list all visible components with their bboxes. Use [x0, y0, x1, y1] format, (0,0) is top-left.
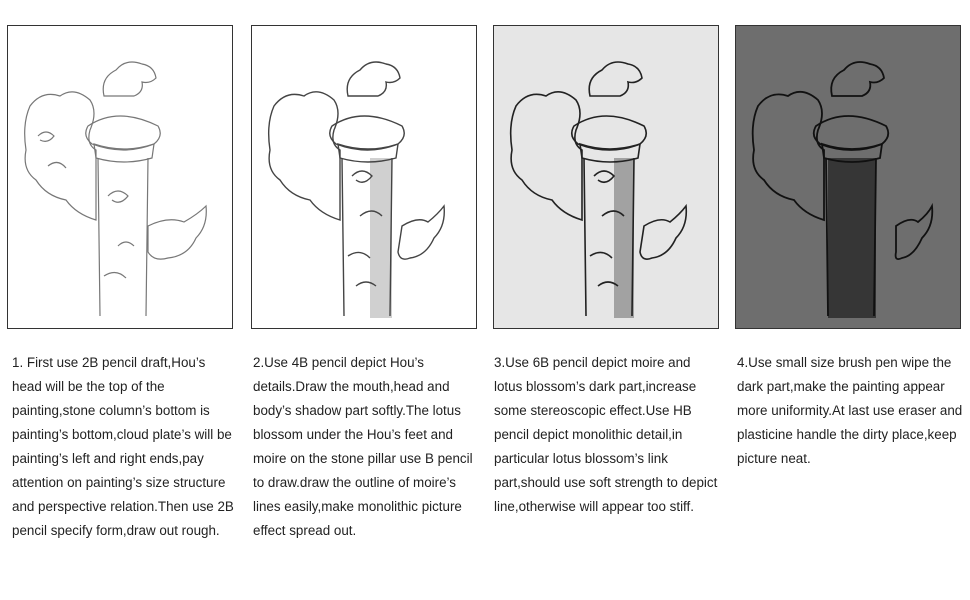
step-2-caption: 2.Use 4B pencil depict Hou’s details.Draw the mouth,head and body’s shadow part softly.The lotus blossom under the Hou’s feet and moire on the stone pillar use B pencil to draw.draw the outline of moire’s lines easily,make monolithic picture effect spread out.: [253, 355, 473, 538]
step-2-drawing: [251, 25, 477, 329]
huabiao-sketch-1: [8, 26, 232, 328]
step-4-caption: 4.Use small size brush pen wipe the dark part,make the painting appear more uniformity.At last use eraser and plasticine handle the dirty place,keep picture neat.: [737, 355, 963, 466]
step-3-caption: 3.Use 6B pencil depict moire and lotus blossom’s dark part,increase some stereoscopic effect.Use HB pencil depict monolithic detail,in particular lotus blossom’s link part,should use soft strength to depict line,otherwise will appear too stiff.: [494, 355, 718, 514]
huabiao-sketch-3: [494, 26, 718, 328]
step-4-drawing: [735, 25, 961, 329]
huabiao-sketch-2: [252, 26, 476, 328]
step-3-drawing: [493, 25, 719, 329]
step-1-drawing: [7, 25, 233, 329]
step-1-caption: 1. First use 2B pencil draft,Hou’s head will be the top of the painting,stone column’s bottom is painting’s bottom,cloud plate’s will be painting’s left and right ends,pay attention on painting’s size structure and perspective relation.Then use 2B pencil specify form,draw out rough.: [12, 355, 234, 538]
huabiao-sketch-4: [736, 26, 960, 328]
